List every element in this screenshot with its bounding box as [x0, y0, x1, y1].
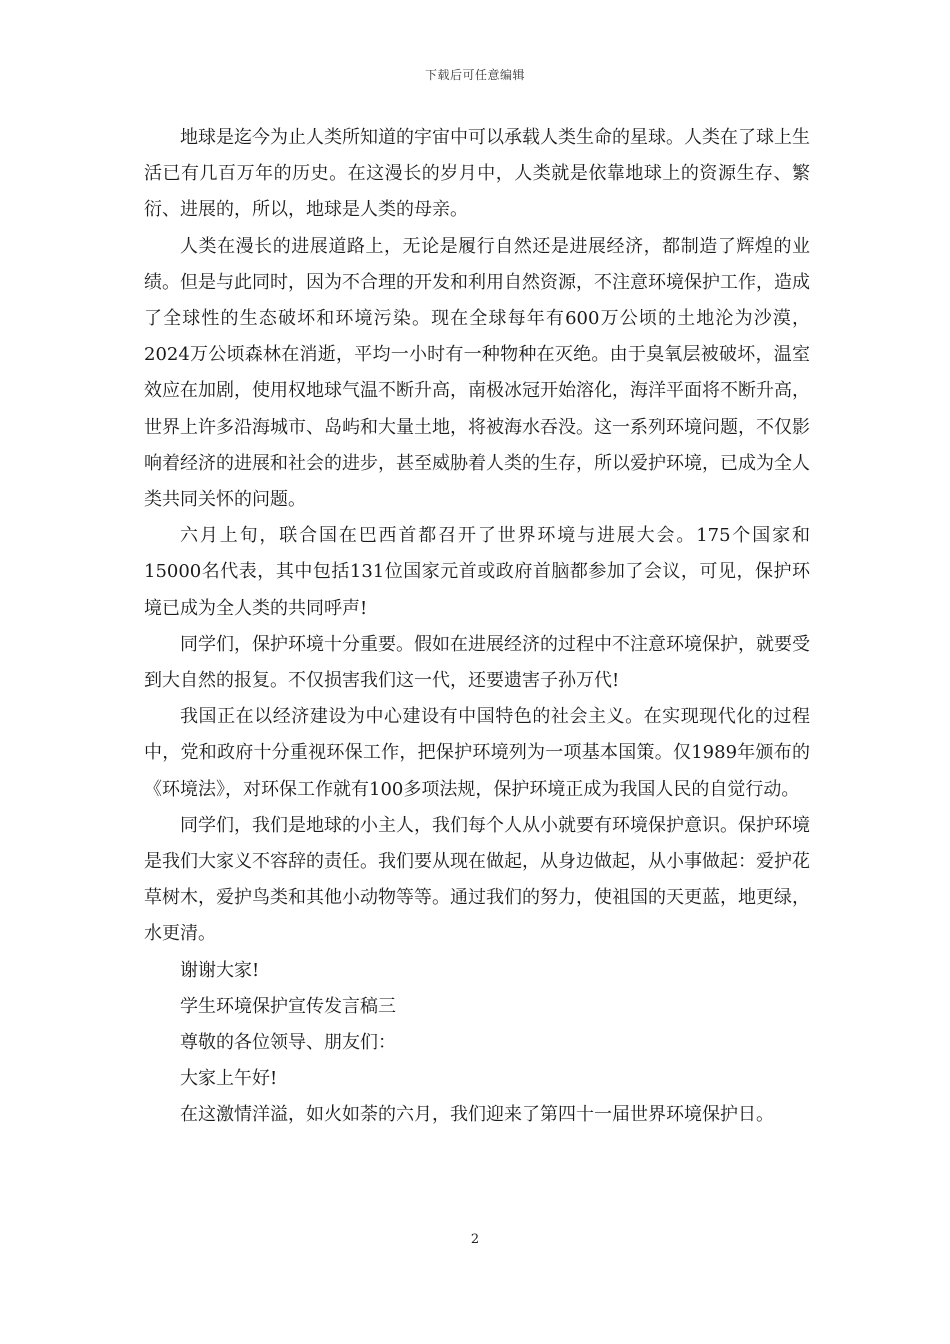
paragraph: 六月上旬，联合国在巴西首都召开了世界环境与进展大会。175个国家和15000名代表，其中包括131位国家元首或政府首脑都参加了会议，可见，保护环境已成为全人类的共同呼声! — [144, 525, 810, 619]
page-header-note: 下载后可任意编辑 — [424, 68, 525, 82]
page-number: 2 — [470, 1232, 480, 1247]
section-title: 学生环境保护宣传发言稿三 — [180, 995, 396, 1017]
paragraph: 在这激情洋溢，如火如荼的六月，我们迎来了第四十一届世界环境保护日。 — [180, 1104, 774, 1126]
salutation: 尊敬的各位领导、朋友们： — [180, 1032, 396, 1054]
paragraph: 同学们，保护环境十分重要。假如在进展经济的过程中不注意环境保护，就要受到大自然的报复。不仅损害我们这一代，还要遗害子孙万代! — [144, 633, 810, 692]
paragraph: 人类在漫长的进展道路上，无论是履行自然还是进展经济，都制造了辉煌的业绩。但是与此同时，因为不合理的开发和利用自然资源，不注意环境保护工作，造成了全球性的生态破坏和环境污染。现在全球每年有600万公顷的土地沦为沙漠，2024万公顷森林在消逝，平均一小时有一种物种在灭绝。由于臭氧层被破坏，温室效应在加剧，使用权地球气温不断升高，南极冰冠开始溶化，海洋平面将不断升高，世界上许多沿海城市、岛屿和大量土地，将被海水吞没。这一系列环境问题，不仅影响着经济的进展和社会的进步，甚至威胁着人类的生存，所以爱护环境，已成为全人类共同关怀的问题。 — [144, 235, 810, 511]
paragraph: 谢谢大家! — [180, 959, 260, 981]
greeting: 大家上午好! — [180, 1068, 278, 1090]
paragraph: 同学们，我们是地球的小主人，我们每个人从小就要有环境保护意识。保护环境是我们大家义不容辞的责任。我们要从现在做起，从身边做起，从小事做起：爱护花草树木，爱护鸟类和其他小动物等等。通过我们的努力，使祖国的天更蓝，地更绿，水更清。 — [144, 814, 810, 945]
paragraph: 地球是迄今为止人类所知道的宇宙中可以承载人类生命的星球。人类在了球上生活已有几百万年的历史。在这漫长的岁月中，人类就是依靠地球上的资源生存、繁衍、进展的，所以，地球是人类的母亲。 — [144, 127, 810, 221]
paragraph: 我国正在以经济建设为中心建设有中国特色的社会主义。在实现现代化的过程中，党和政府十分重视环保工作，把保护环境列为一项基本国策。仅1989年颁布的《环境法》，对环保工作就有100多项法规，保护环境正成为我国人民的自觉行动。 — [144, 706, 810, 800]
document-body — [144, 120, 810, 1134]
